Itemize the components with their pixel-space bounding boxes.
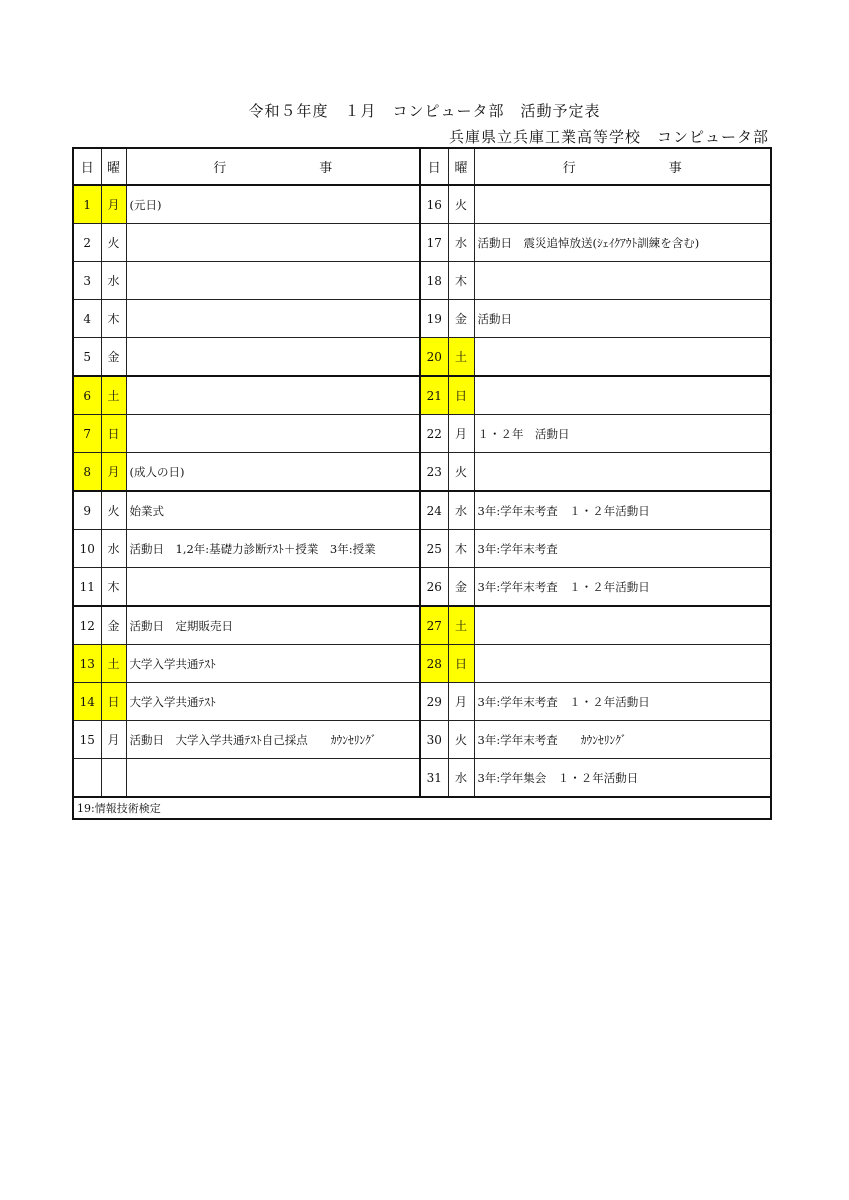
page-title: 令和５年度 １月 コンピュータ部 活動予定表: [248, 102, 601, 120]
table-row: [73, 224, 771, 262]
school-name: 兵庫県立兵庫工業高等学校 コンピュータ部: [448, 128, 769, 146]
day-cell: 10: [73, 530, 101, 568]
table-row: [73, 185, 771, 224]
day-cell: 28: [420, 645, 448, 683]
day-cell: 23: [420, 453, 448, 492]
note-row: [73, 797, 771, 819]
weekday-cell: 水: [101, 262, 126, 300]
col-header-event: [474, 148, 771, 185]
weekday-cell: 火: [448, 721, 474, 759]
weekday-cell: 水: [101, 530, 126, 568]
weekday-cell: 月: [101, 453, 126, 492]
weekday-cell: 日: [101, 683, 126, 721]
col-header-event-label: 行 事: [213, 161, 373, 176]
weekday-cell: 月: [101, 721, 126, 759]
day-cell: 25: [420, 530, 448, 568]
event-cell: 活動日 大学入学共通ﾃｽﾄ自己採点 ｶｳﾝｾﾘﾝｸﾞ: [126, 721, 420, 759]
event-cell: [126, 759, 420, 798]
event-cell: [126, 376, 420, 415]
table-row: [73, 606, 771, 645]
weekday-cell: 金: [448, 300, 474, 338]
weekday-cell: 土: [101, 645, 126, 683]
day-cell: 1: [73, 185, 101, 224]
table-header-row: [73, 148, 771, 185]
day-cell: 5: [73, 338, 101, 377]
day-cell: 30: [420, 721, 448, 759]
table-row: [73, 415, 771, 453]
col-header-dow: 曜: [448, 148, 474, 185]
event-cell: (成人の日): [126, 453, 420, 492]
day-cell: 27: [420, 606, 448, 645]
event-cell: 3年:学年末考査 ｶｳﾝｾﾘﾝｸﾞ: [474, 721, 771, 759]
weekday-cell: 土: [101, 376, 126, 415]
table-row: [73, 376, 771, 415]
event-cell: (元日): [126, 185, 420, 224]
day-cell: 22: [420, 415, 448, 453]
event-cell: 活動日 1,2年:基礎力診断ﾃｽﾄ＋授業 3年:授業: [126, 530, 420, 568]
schedule-table: [72, 147, 772, 820]
weekday-cell: 土: [448, 338, 474, 377]
day-cell: 18: [420, 262, 448, 300]
table-row: [73, 530, 771, 568]
event-cell: [474, 376, 771, 415]
weekday-cell: 水: [448, 491, 474, 530]
weekday-cell: 木: [101, 568, 126, 607]
day-cell: 2: [73, 224, 101, 262]
weekday-cell: 木: [448, 530, 474, 568]
day-cell: 29: [420, 683, 448, 721]
day-cell: 14: [73, 683, 101, 721]
day-cell: 8: [73, 453, 101, 492]
event-cell: 3年:学年末考査 １・２年活動日: [474, 491, 771, 530]
day-cell: [73, 759, 101, 798]
day-cell: 31: [420, 759, 448, 798]
weekday-cell: 木: [101, 300, 126, 338]
event-cell: [126, 300, 420, 338]
day-cell: 9: [73, 491, 101, 530]
weekday-cell: 金: [448, 568, 474, 607]
table-row: [73, 683, 771, 721]
event-cell: [474, 262, 771, 300]
event-cell: 活動日 定期販売日: [126, 606, 420, 645]
weekday-cell: 火: [101, 491, 126, 530]
table-row: [73, 568, 771, 607]
event-cell: [126, 568, 420, 607]
event-cell: 3年:学年末考査: [474, 530, 771, 568]
col-header-event-label: 行 事: [562, 161, 722, 176]
event-cell: 3年:学年末考査 １・２年活動日: [474, 683, 771, 721]
weekday-cell: 月: [448, 683, 474, 721]
weekday-cell: 金: [101, 606, 126, 645]
event-cell: 大学入学共通ﾃｽﾄ: [126, 683, 420, 721]
weekday-cell: [101, 759, 126, 798]
weekday-cell: 水: [448, 224, 474, 262]
table-row: [73, 645, 771, 683]
event-cell: [474, 645, 771, 683]
day-cell: 26: [420, 568, 448, 607]
weekday-cell: 火: [101, 224, 126, 262]
event-cell: [474, 185, 771, 224]
note: 19:情報技術検定: [73, 797, 771, 819]
day-cell: 15: [73, 721, 101, 759]
event-cell: 始業式: [126, 491, 420, 530]
event-cell: 3年:学年末考査 １・２年活動日: [474, 568, 771, 607]
table-row: [73, 262, 771, 300]
event-cell: 3年:学年集会 １・２年活動日: [474, 759, 771, 798]
weekday-cell: 日: [448, 376, 474, 415]
weekday-cell: 月: [448, 415, 474, 453]
table-row: [73, 300, 771, 338]
event-cell: [474, 606, 771, 645]
day-cell: 21: [420, 376, 448, 415]
weekday-cell: 日: [448, 645, 474, 683]
day-cell: 6: [73, 376, 101, 415]
day-cell: 17: [420, 224, 448, 262]
day-cell: 16: [420, 185, 448, 224]
table-row: [73, 491, 771, 530]
day-cell: 24: [420, 491, 448, 530]
table-row: [73, 759, 771, 798]
col-header-dow: 曜: [101, 148, 126, 185]
weekday-cell: 木: [448, 262, 474, 300]
event-cell: [474, 453, 771, 492]
col-header-event: [126, 148, 420, 185]
weekday-cell: 月: [101, 185, 126, 224]
day-cell: 11: [73, 568, 101, 607]
weekday-cell: 火: [448, 453, 474, 492]
table-row: [73, 721, 771, 759]
day-cell: 3: [73, 262, 101, 300]
weekday-cell: 水: [448, 759, 474, 798]
weekday-cell: 日: [101, 415, 126, 453]
event-cell: [474, 338, 771, 377]
event-cell: 活動日 震災追悼放送(ｼｪｲｸｱｳﾄ訓練を含む): [474, 224, 771, 262]
event-cell: [126, 338, 420, 377]
table-row: [73, 338, 771, 377]
event-cell: 大学入学共通ﾃｽﾄ: [126, 645, 420, 683]
event-cell: １・２年 活動日: [474, 415, 771, 453]
table-row: [73, 453, 771, 492]
event-cell: [126, 415, 420, 453]
event-cell: 活動日: [474, 300, 771, 338]
day-cell: 12: [73, 606, 101, 645]
day-cell: 13: [73, 645, 101, 683]
event-cell: [126, 224, 420, 262]
day-cell: 7: [73, 415, 101, 453]
day-cell: 19: [420, 300, 448, 338]
weekday-cell: 火: [448, 185, 474, 224]
weekday-cell: 金: [101, 338, 126, 377]
day-cell: 20: [420, 338, 448, 377]
col-header-day: 日: [420, 148, 448, 185]
weekday-cell: 土: [448, 606, 474, 645]
event-cell: [126, 262, 420, 300]
day-cell: 4: [73, 300, 101, 338]
col-header-day: 日: [73, 148, 101, 185]
